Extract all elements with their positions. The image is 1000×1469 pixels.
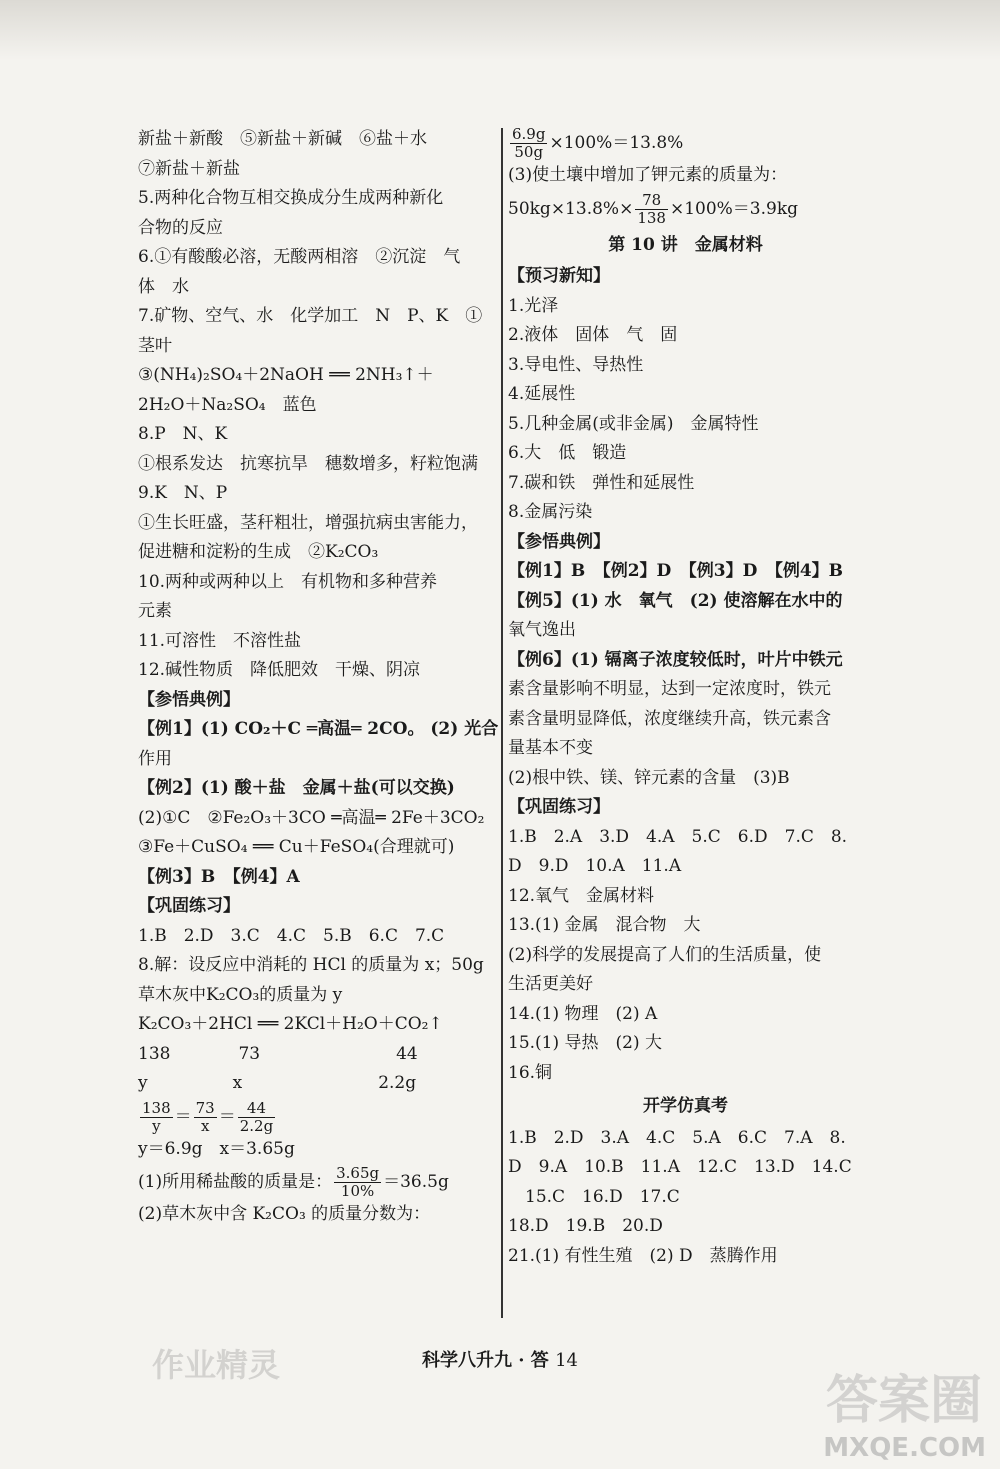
- text-line: 体 水: [138, 276, 189, 297]
- page-top-shadow: [0, 0, 1000, 60]
- text-line: 6.①有酸酸必溶，无酸两相溶 ②沉淀 气: [138, 247, 461, 267]
- text-line: 1.B 2.D 3.A 4.C 5.A 6.C 7.A 8.: [508, 1127, 846, 1148]
- text-line: 10.两种或两种以上 有机物和多种营养: [138, 571, 438, 592]
- text-line: (2)①C ②Fe₂O₃＋3CO ═高温═ 2Fe＋3CO₂: [138, 807, 485, 828]
- text-line: (2)科学的发展提高了人们的生活质量，使: [508, 944, 822, 965]
- answer-list: [508, 1124, 863, 1272]
- text-line: 16.铜: [508, 1062, 553, 1083]
- text-line: 3.导电性、导热性: [508, 354, 644, 375]
- text-line: 量基本不变: [508, 738, 593, 758]
- answer-list: [508, 262, 863, 1088]
- text-line: (2)根中铁、镁、锌元素的含量 (3)B: [508, 767, 790, 788]
- text-line: 【例3】B 【例4】A: [138, 866, 300, 887]
- text-line: 【巩固练习】: [138, 896, 240, 916]
- text-line: 7.矿物、空气、水 化学加工 N P、K ①: [138, 306, 483, 326]
- text-line: 新盐＋新酸 ⑤新盐＋新碱 ⑥盐＋水: [138, 129, 427, 149]
- text-line: 1.光泽: [508, 295, 559, 316]
- text-line: D 9.A 10.B 11.A 12.C 13.D 14.C: [508, 1157, 852, 1177]
- text-line: D 9.D 10.A 11.A: [508, 856, 682, 876]
- text-line: 素含量明显降低，浓度继续升高，铁元素含: [508, 708, 831, 729]
- text-line: 8.金属污染: [508, 502, 593, 522]
- text-line: K₂CO₃＋2HCl ══ 2KCl＋H₂O＋CO₂↑: [138, 1014, 443, 1034]
- watermark-logo: 作业精灵: [152, 1346, 281, 1384]
- text-line: 11.可溶性 不溶性盐: [138, 630, 302, 651]
- column-divider: [501, 128, 503, 1318]
- text-line: 8.P N、K: [138, 424, 228, 444]
- section-title: 第 10 讲 金属材料: [608, 234, 763, 255]
- text-line: 2.液体 固体 气 固: [508, 325, 678, 345]
- text-line: y x 2.2g: [138, 1073, 417, 1093]
- text-line: 【例1】B 【例2】D 【例3】D 【例4】B: [508, 561, 844, 581]
- text-line: 【例6】(1) 镉离子浓度较低时，叶片中铁元: [508, 649, 843, 670]
- page-number: 14: [555, 1350, 578, 1371]
- text-line: 生活更美好: [508, 974, 593, 994]
- text-line: 2H₂O＋Na₂SO₄ 蓝色: [138, 394, 317, 415]
- watermark-answer: 答案圈: [825, 1371, 982, 1431]
- page-footer: 科学八升九 · 答 14: [422, 1350, 578, 1371]
- watermark-site: MXQE.COM: [823, 1433, 986, 1463]
- text-line: 茎叶: [138, 335, 172, 356]
- text-line: y＝6.9g x＝3.65g: [138, 1138, 295, 1159]
- text-line: 9.K N、P: [138, 483, 228, 503]
- fraction-line: $\frac{6.9g}{50g}$ ×100%＝13.8%: [512, 125, 684, 161]
- fraction-line: $\frac{138}{y}$ ＝ $\frac{73}{x}$ ＝ $\frac{44}{2.2g}$: [142, 1098, 274, 1135]
- text-line: 促进糖和淀粉的生成 ②K₂CO₃: [138, 542, 379, 562]
- text-line: 【例2】(1) 酸＋盐 金属＋盐(可以交换): [138, 778, 455, 798]
- left-column: [138, 125, 499, 1230]
- fraction-line: (1)所用稀盐酸的质量是： $\frac{3.65g}{10\%}$ ＝36.5g: [138, 1164, 449, 1200]
- text-line: (2)草木灰中含 K₂CO₃ 的质量分数为：: [138, 1204, 431, 1224]
- text-line: 12.氧气 金属材料: [508, 885, 655, 906]
- fraction-line: 50kg×13.8%× $\frac{78}{138}$ ×100%＝3.9kg: [508, 190, 799, 227]
- text-line: 草木灰中K₂CO₃的质量为 y: [138, 984, 343, 1005]
- text-line: ①生长旺盛，茎秆粗壮，增强抗病虫害能力，: [138, 512, 478, 533]
- text-line: 元素: [138, 601, 172, 621]
- text-line: 合物的反应: [138, 217, 223, 238]
- text-line: 【例1】(1) CO₂＋C ═高温═ 2CO。 (2) 光合: [138, 719, 499, 739]
- text-line: ⑦新盐＋新盐: [138, 158, 240, 179]
- text-line: 18.D 19.B 20.D: [508, 1216, 663, 1236]
- text-line: 【巩固练习】: [508, 797, 610, 817]
- text-line: 8.解：设反应中消耗的 HCl 的质量为 x；50g: [138, 955, 484, 975]
- text-line: 138 73 44: [138, 1043, 418, 1064]
- text-line: 【例5】(1) 水 氧气 (2) 使溶解在水中的: [508, 590, 843, 611]
- text-line: ①根系发达 抗寒抗旱 穗数增多，籽粒饱满: [138, 453, 478, 474]
- text-line: 【参悟典例】: [138, 689, 240, 710]
- text-line: 15.C 16.D 17.C: [508, 1186, 680, 1207]
- text-line: 5.几种金属(或非金属) 金属特性: [508, 413, 759, 434]
- text-line: 6.大 低 锻造: [508, 443, 627, 463]
- text-line: 【参悟典例】: [508, 531, 610, 552]
- text-line: 13.(1) 金属 混合物 大: [508, 915, 701, 935]
- text-line: (3)使土壤中增加了钾元素的质量为：: [508, 165, 788, 185]
- text-line: 7.碳和铁 弹性和延展性: [508, 472, 695, 493]
- text-line: 21.(1) 有性生殖 (2) D 蒸腾作用: [508, 1245, 778, 1266]
- text-line: 【预习新知】: [508, 266, 610, 286]
- text-line: ③Fe＋CuSO₄ ══ Cu＋FeSO₄(合理就可): [138, 837, 455, 857]
- text-line: 15.(1) 导热 (2) 大: [508, 1033, 663, 1053]
- text-line: 5.两种化合物互相交换成分生成两种新化: [138, 188, 444, 208]
- text-line: 素含量影响不明显，达到一定浓度时，铁元: [508, 679, 831, 699]
- text-line: 1.B 2.D 3.C 4.C 5.B 6.C 7.C: [138, 925, 445, 946]
- text-line: 4.延展性: [508, 384, 576, 404]
- section-title: 开学仿真考: [643, 1096, 728, 1116]
- text-line: 14.(1) 物理 (2) A: [508, 1003, 658, 1024]
- text-line: 作用: [138, 748, 172, 769]
- text-line: 1.B 2.A 3.D 4.A 5.C 6.D 7.C 8.: [508, 826, 848, 847]
- right-column: [508, 125, 863, 1271]
- text-line: ③(NH₄)₂SO₄＋2NaOH ══ 2NH₃↑＋: [138, 365, 434, 385]
- text-line: 12.碱性物质 降低肥效 干燥、阴凉: [138, 660, 421, 680]
- text-line: 氧气逸出: [508, 620, 576, 640]
